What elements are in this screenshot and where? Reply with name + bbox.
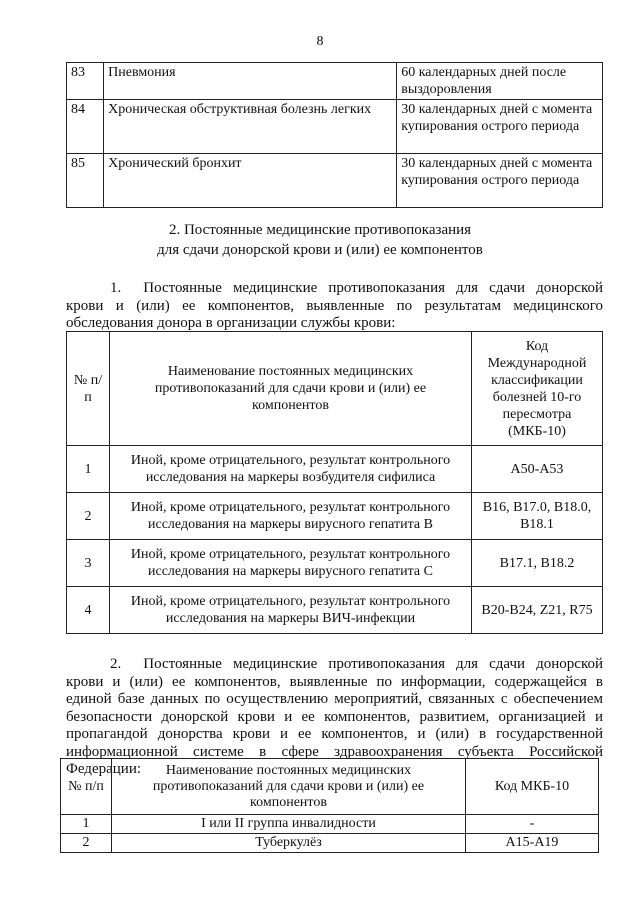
table-row <box>67 100 603 154</box>
row-name: Хроническая обструктивная болезнь легких <box>104 100 397 154</box>
table-row <box>67 493 603 540</box>
header-num: № п/п <box>61 759 112 815</box>
row-number: 1 <box>67 446 110 493</box>
paragraph-1-text: Постоянные медицинские противопоказания для сдачи донорской крови и (или) ее компонентов, выявленные по результатам медицинского обследования донора в организации службы крови: <box>66 280 603 331</box>
paragraph-1 <box>66 280 603 333</box>
table-row <box>61 834 599 853</box>
row-period: 60 календарных дней после выздоровления <box>397 63 603 100</box>
header-code: Код Международной классификации болезней 10-го пересмотра (МКБ-10) <box>472 332 603 446</box>
header-name: Наименование постоянных медицинских противопоказаний для сдачи крови и (или) ее компонентов <box>110 332 472 446</box>
row-code: A50-A53 <box>472 446 603 493</box>
table-row <box>67 540 603 587</box>
row-name: I или II группа инвалидности <box>112 815 466 834</box>
row-name: Иной, кроме отрицательного, результат контрольного исследования на маркеры вирусного гепатита В <box>110 493 472 540</box>
row-name: Иной, кроме отрицательного, результат контрольного исследования на маркеры возбудителя сифилиса <box>110 446 472 493</box>
table-row <box>67 587 603 634</box>
row-number: 3 <box>67 540 110 587</box>
row-number: 2 <box>67 493 110 540</box>
header-num: № п/п <box>67 332 110 446</box>
header-code: Код МКБ-10 <box>466 759 599 815</box>
row-code: B20-B24, Z21, R75 <box>472 587 603 634</box>
paragraph-2-text: Постоянные медицинские противопоказания для сдачи донорской крови и (или) ее компонентов, выявленные по информации, содержащейся в единой базе данных по осуществлению мероприятий, связанных с обеспечением безопасности донорской крови и ее компонентов, развитием, организацией и пропагандой донорства крови и ее компонентов, и (или) в государственной информационной системе в сфере здравоохранения субъекта Российской Федерации: <box>66 656 603 777</box>
page-number: 8 <box>316 34 324 49</box>
row-number: 84 <box>67 100 104 154</box>
table-row <box>67 446 603 493</box>
database-contraindications-table <box>60 758 599 853</box>
row-name: Туберкулёз <box>112 834 466 853</box>
row-period: 30 календарных дней с момента купирования острого периода <box>397 100 603 154</box>
section-title-line1: 2. Постоянные медицинские противопоказания <box>168 222 472 238</box>
row-name: Пневмония <box>104 63 397 100</box>
row-number: 2 <box>61 834 112 853</box>
section-title-line2: для сдачи донорской крови и (или) ее компонентов <box>157 242 483 258</box>
row-code: A15-A19 <box>466 834 599 853</box>
table-header-row <box>67 332 603 446</box>
row-name: Хронический бронхит <box>104 154 397 208</box>
table-row <box>67 63 603 100</box>
row-number: 85 <box>67 154 104 208</box>
row-code: - <box>466 815 599 834</box>
row-name: Иной, кроме отрицательного, результат контрольного исследования на маркеры ВИЧ-инфекции <box>110 587 472 634</box>
row-period: 30 календарных дней с момента купирования острого периода <box>397 154 603 208</box>
row-code: B17.1, B18.2 <box>472 540 603 587</box>
table-row <box>61 815 599 834</box>
permanent-contraindications-table <box>66 331 603 634</box>
row-code: B16, B17.0, B18.0, B18.1 <box>472 493 603 540</box>
header-name: Наименование постоянных медицинских противопоказаний для сдачи крови и (или) ее компонентов <box>112 759 466 815</box>
row-number: 1 <box>61 815 112 834</box>
table-header-row <box>61 759 599 815</box>
row-number: 83 <box>67 63 104 100</box>
paragraph-1-number: 1. <box>110 280 122 296</box>
row-number: 4 <box>67 587 110 634</box>
row-name: Иной, кроме отрицательного, результат контрольного исследования на маркеры вирусного гепатита С <box>110 540 472 587</box>
contraindications-table-continued <box>66 62 603 208</box>
paragraph-2-number: 2. <box>110 656 122 672</box>
table-row <box>67 154 603 208</box>
